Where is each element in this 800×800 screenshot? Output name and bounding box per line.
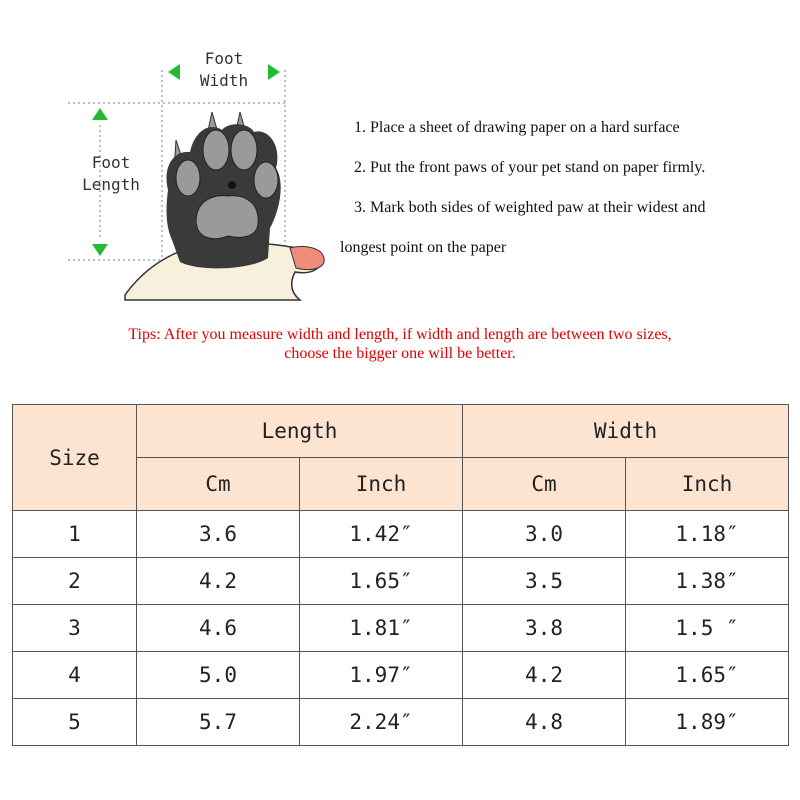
tips-line-2: choose the bigger one will be better. (284, 345, 516, 362)
tips-note (0, 325, 800, 363)
instruction-step-3-continued: longest point on the paper (340, 239, 507, 256)
length-inch-cell: 1.81″ (300, 605, 463, 652)
fingernail (290, 246, 324, 269)
width-cm-cell: 4.8 (463, 699, 626, 746)
paw-center-dot (228, 181, 236, 189)
length-cm-cell: 4.6 (137, 605, 300, 652)
length-cm-header: Cm (137, 458, 300, 511)
width-inch-cell: 1.5 ″ (626, 605, 789, 652)
width-column-header: Width (463, 405, 789, 458)
width-inch-cell: 1.38″ (626, 558, 789, 605)
length-cm-cell: 4.2 (137, 558, 300, 605)
length-cm-cell: 5.7 (137, 699, 300, 746)
length-inch-cell: 2.24″ (300, 699, 463, 746)
width-inch-cell: 1.89″ (626, 699, 789, 746)
size-cell: 5 (13, 699, 137, 746)
size-cell: 1 (13, 511, 137, 558)
foot-length-label: Foot Length (82, 153, 140, 194)
length-inch-cell: 1.65″ (300, 558, 463, 605)
length-inch-cell: 1.97″ (300, 652, 463, 699)
table-row (13, 558, 789, 605)
length-inch-cell: 1.42″ (300, 511, 463, 558)
length-cm-cell: 3.6 (137, 511, 300, 558)
tips-line-1: Tips: After you measure width and length, if width and length are between two sizes, (128, 326, 672, 343)
size-column-header: Size (13, 405, 137, 511)
table-row (13, 605, 789, 652)
width-inch-cell: 1.65″ (626, 652, 789, 699)
size-cell: 2 (13, 558, 137, 605)
instruction-step-1: 1. Place a sheet of drawing paper on a hard surface (354, 119, 680, 136)
size-cell: 3 (13, 605, 137, 652)
width-cm-cell: 3.8 (463, 605, 626, 652)
width-cm-cell: 3.5 (463, 558, 626, 605)
width-cm-cell: 4.2 (463, 652, 626, 699)
instruction-step-3: 3. Mark both sides of weighted paw at their widest and (354, 199, 706, 216)
size-cell: 4 (13, 652, 137, 699)
instruction-step-2: 2. Put the front paws of your pet stand on paper firmly. (354, 159, 706, 176)
table-row (13, 652, 789, 699)
table-row (13, 511, 789, 558)
length-column-header: Length (137, 405, 463, 458)
length-inch-header: Inch (300, 458, 463, 511)
width-cm-cell: 3.0 (463, 511, 626, 558)
width-cm-header: Cm (463, 458, 626, 511)
length-cm-cell: 5.0 (137, 652, 300, 699)
size-chart-table (12, 404, 789, 746)
width-inch-cell: 1.18″ (626, 511, 789, 558)
table-row (13, 699, 789, 746)
width-inch-header: Inch (626, 458, 789, 511)
foot-width-label: Foot Width (199, 49, 249, 90)
